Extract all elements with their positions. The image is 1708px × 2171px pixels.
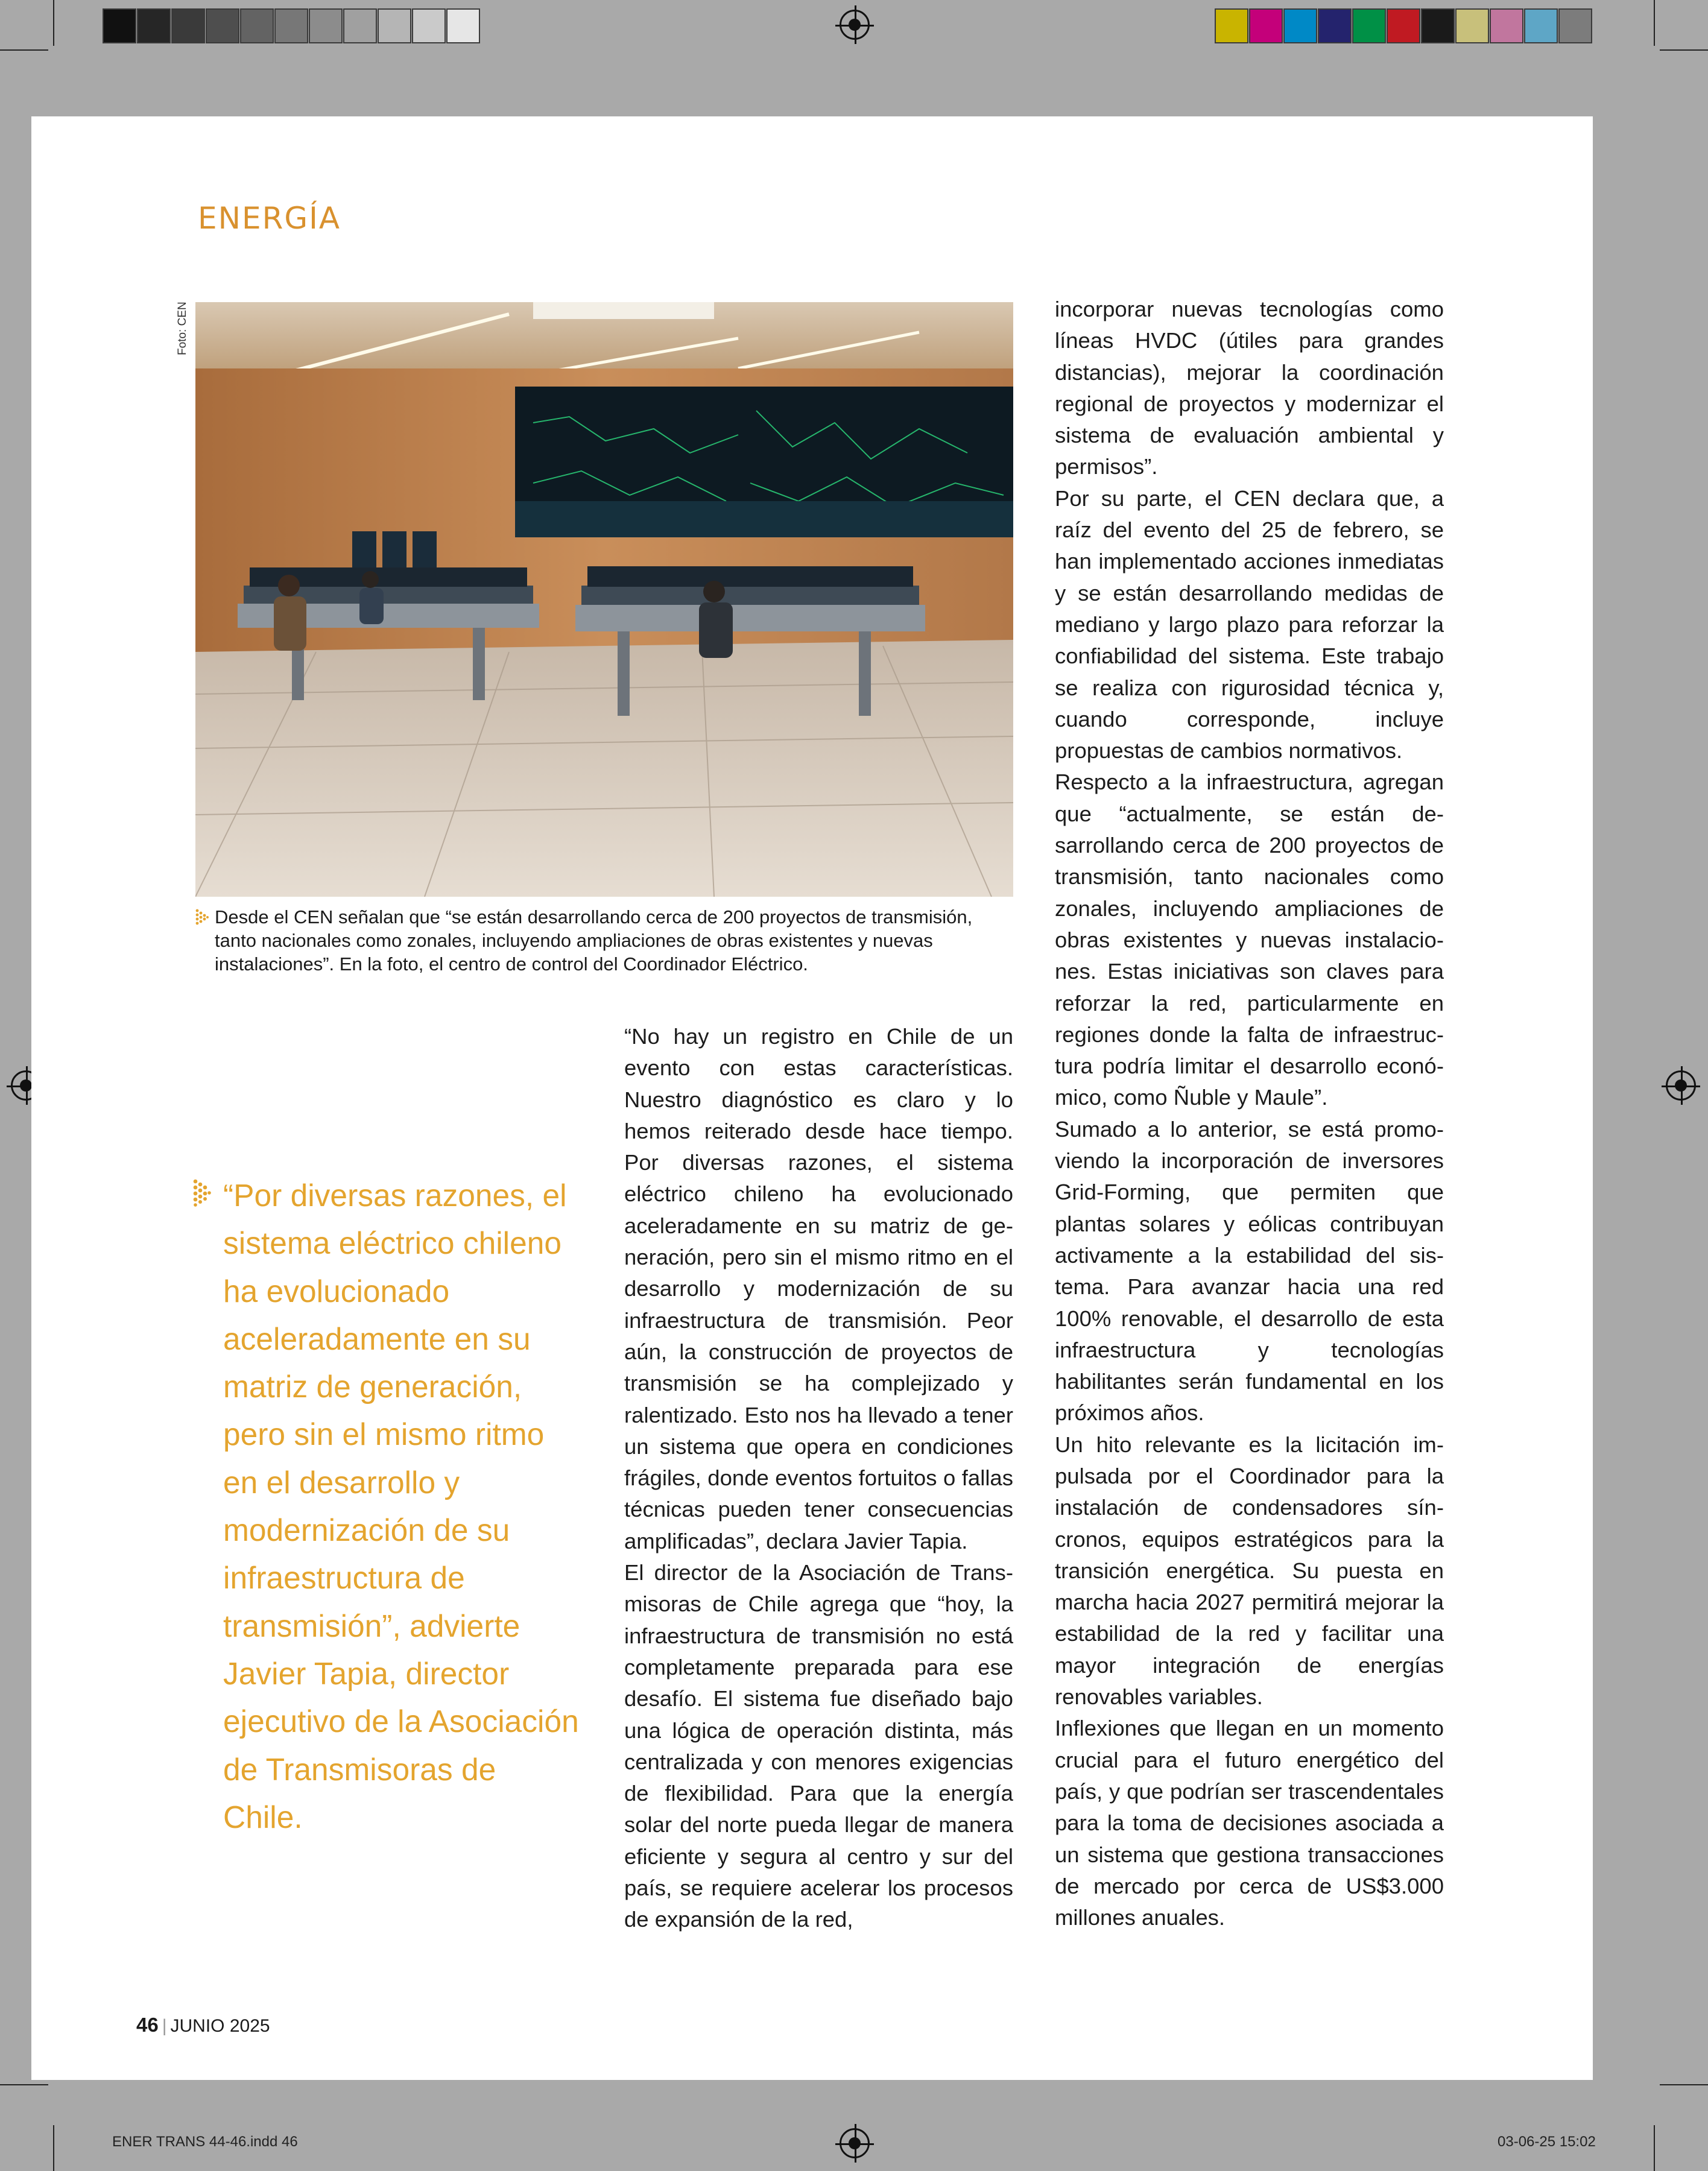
crop-mark	[0, 2084, 48, 2085]
color-swatch	[309, 8, 343, 43]
photo-caption	[195, 905, 1016, 976]
color-swatch	[206, 8, 239, 43]
color-swatch	[171, 8, 205, 43]
control-room-photo	[195, 302, 1013, 897]
color-swatch	[1318, 8, 1352, 43]
color-swatch	[137, 8, 171, 43]
issue-date: JUNIO 2025	[170, 2016, 270, 2036]
article-column-middle	[624, 1021, 1013, 1936]
color-swatch	[103, 8, 136, 43]
crop-mark	[1654, 0, 1655, 46]
color-swatch	[1558, 8, 1592, 43]
paragraph: Sumado a lo anterior, se está promoviendo la incorporación de inversores Grid-Forming, que permiten que plantas solares y eólicas contribuyan activamente a la estabilidad del sistema. Para avanzar hacia una red 100% renovable, el desarrollo de esta infraestructura y tecnologías habilitantes serán fundamental en los próximos años.	[1055, 1116, 1444, 1426]
color-swatch	[1352, 8, 1386, 43]
paragraph: Inflexiones que llegan en un momento crucial para el futuro energético del país, y que podrían ser trascendentales para la toma de decisiones asociada a un sistema que gestiona transacciones de mercado por cerca de US$3.000 millones anuales.	[1055, 1716, 1444, 1930]
caption-text: Desde el CEN señalan que “se están desarrollando cerca de 200 proyectos de transmisión, tanto nacionales como zonales, incluyendo ampliaciones de obras existentes y nuevas instalaciones”. En la foto, el centro de control del Coordinador Eléctrico.	[215, 906, 973, 975]
paragraph: incorporar nuevas tecnologías como líneas HVDC (útiles para grandes distancias), mejorar la coordinación regional de proyectos y modernizar el sistema de evaluación ambiental y permisos”.	[1055, 297, 1444, 479]
color-swatch	[378, 8, 411, 43]
crop-mark	[0, 49, 48, 51]
crop-mark	[53, 0, 54, 46]
registration-mark-icon	[1666, 1070, 1696, 1101]
crop-mark	[1660, 2084, 1708, 2085]
pull-quote	[193, 1172, 579, 1841]
page-number: 46	[136, 2014, 159, 2036]
magazine-page	[31, 116, 1593, 2080]
color-swatch	[274, 8, 308, 43]
process-color-bar	[1215, 8, 1593, 46]
crop-mark	[53, 2125, 54, 2171]
paragraph: “No hay un registro en Chile de un evento con estas características. Nuestro diagnóstico es claro y lo hemos reiterado desde hace tiempo. Por diversas razones, el sistema eléctrico chileno ha evolucionado aceleradamente en su matriz de generación, pero sin el mismo ritmo en el desarrollo y modernización de su infraestructura de transmisión. Peor aún, la construcción de proyectos de transmisión se ha complejizado y ralentizado. Esto nos ha llevado a tener un sistema que opera en condiciones frágiles, donde eventos fortuitos o fallas técnicas pueden tener consecuencias amplificadas”, declara Javier Tapia.	[624, 1024, 1013, 1553]
color-swatch	[1215, 8, 1248, 43]
color-swatch	[343, 8, 377, 43]
crop-mark	[1660, 49, 1708, 51]
color-swatch	[1387, 8, 1420, 43]
color-swatch	[1455, 8, 1489, 43]
grayscale-color-bar	[103, 8, 481, 46]
article-column-right	[1055, 294, 1444, 1933]
dotted-arrow-icon	[193, 1179, 211, 1207]
color-swatch	[412, 8, 446, 43]
registration-mark-icon	[840, 10, 870, 40]
color-swatch	[1249, 8, 1283, 43]
dotted-arrow-icon	[195, 909, 209, 926]
paragraph: Por su parte, el CEN declara que, a raíz del evento del 25 de febrero, se han implementado acciones inmediatas y se están desarrollando medidas de mediano y largo plazo para reforzar la confiabilidad del sistema. Este trabajo se realiza con rigurosidad técnica y, cuando corresponde, incluye propuestas de cambios normativos.	[1055, 485, 1444, 763]
paragraph: Un hito relevante es la licitación impulsada por el Coordinador para la instalación de condensadores síncronos, equipos estratégicos para la transición energética. Su puesta en marcha hacia 2027 permitirá mejorar la estabilidad de la red y facilitar una mayor integración de energías renovables variables.	[1055, 1432, 1444, 1710]
slug-file: ENER TRANS 44-46.indd 46	[112, 2134, 298, 2150]
registration-mark-icon	[840, 2128, 870, 2158]
color-swatch	[1283, 8, 1317, 43]
color-swatch	[240, 8, 274, 43]
color-swatch	[1490, 8, 1523, 43]
pull-quote-text: “Por diversas razones, el sistema eléctrico chileno ha evolucionado aceleradamente en su matriz de generación, pero sin el mismo ritmo en el desarrollo y modernización de su infraestructura de transmisión”, advierte Javier Tapia, director ejecutivo de la Asociación de Transmisoras de Chile.	[223, 1178, 579, 1834]
photo-credit: Foto: CEN	[176, 302, 189, 355]
color-swatch	[1524, 8, 1558, 43]
section-title: ENERGÍA	[198, 201, 341, 236]
page-folio: 46 | JUNIO 2025	[136, 2014, 270, 2036]
crop-mark	[1654, 2125, 1655, 2171]
paragraph: El director de la Asociación de Transmisoras de Chile agrega que “hoy, la infraestructura de transmisión no está completamente preparada para ese desafío. El sistema fue diseñado bajo una lógica de operación distinta, más centralizada y con menores exigencias de flexibilidad. Para que la energía solar del norte pueda llegar de manera eficiente y segura al centro y sur del país, se requiere acelerar los procesos de expansión de la red,	[624, 1560, 1013, 1932]
slug-date: 03-06-25 15:02	[1498, 2134, 1596, 2150]
color-swatch	[1421, 8, 1455, 43]
color-swatch	[446, 8, 480, 43]
paragraph: Respecto a la infraestructura, agregan que “actualmente, se están desarrollando cerca de 200 proyectos de transmisión, tanto nacionales como zonales, incluyendo ampliaciones de obras existentes y nuevas instalaciones. Estas iniciativas son claves para reforzar la red, particularmente en regiones donde la falta de infraestructura podría limitar el desarrollo económico, como Ñuble y Maule”.	[1055, 769, 1444, 1110]
control-room-illustration	[195, 302, 1013, 897]
